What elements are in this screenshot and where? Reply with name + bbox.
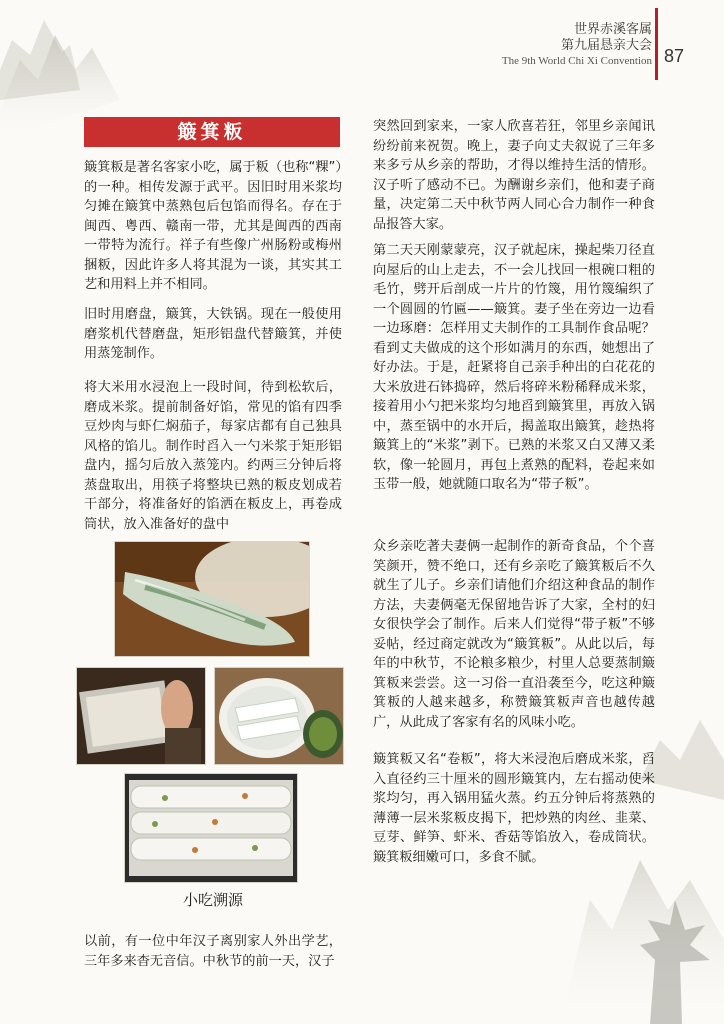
making-rice-sheet-photo (76, 667, 206, 765)
left-paragraph-4: 以前，有一位中年汉子离别家人外出学艺，三年多来杳无音信。中秋节的前一天，汉子 (84, 934, 342, 969)
rice-roll-closeup-photo (114, 541, 310, 657)
left-paragraph-2: 旧时用磨盘，簸箕，大铁锅。现在一般使用磨浆机代替磨盘，矩形铝盘代替簸箕，并使用蒸笼制作。 (84, 307, 342, 361)
tray-of-rice-rolls-photo (124, 773, 298, 883)
plated-rice-rolls-photo (214, 667, 344, 765)
conference-header (502, 22, 652, 68)
photo-caption: 小吃溯源 (182, 891, 243, 909)
mountain-top-left-2 (0, 20, 80, 100)
right-paragraph-4: 簸箕粄又名“卷粄”，将大米浸泡后磨成米浆，舀入直径约三十厘米的圆形簸箕内，左右摇动使米浆均匀，再入锅用猛火蒸。约五分钟后将蒸熟的薄薄一层米浆粄皮揭下，把炒熟的肉丝、韭菜、豆芽、鲜笋、虾米、香菇等馅放入，卷成筒状。簸箕粄细嫩可口，多食不腻。 (373, 752, 655, 865)
header-org-name: 世界赤溪客属 (573, 22, 652, 37)
mountain-bottom-right (560, 860, 724, 1024)
article-title: 簸箕粄 (84, 117, 340, 147)
right-paragraph-3: 众乡亲吃著夫妻俩一起制作的新奇食品，个个喜笑颜开，赞不绝口，还有乡亲吃了簸箕粄后不久就生了儿子。乡亲们请他们介绍这种食品的制作方法，夫妻俩毫无保留地告诉了大家，全村的妇女很快学会了制作。后来人们觉得“带子粄”不够妥帖，经过商定就改为“簸箕粄”。从此以后，每年的中秋节，不论粮多粮少，村里人总要蒸制簸箕粄来尝尝。这一习俗一直沿袭至今，吃这种簸箕粄的人越来越多，称赞簸箕粄声音也越传越广，从此成了客家有名的风味小吃。 (373, 539, 655, 730)
header-english-name: The 9th World Chi Xi Convention (501, 55, 652, 67)
header-event-name: 第九届恳亲大会 (560, 38, 652, 53)
right-paragraph-1: 突然回到家来，一家人欣喜若狂，邻里乡亲闻讯纷纷前来祝贺。晚上，妻子向丈夫叙说了三年多来多亏从乡亲的帮助，才得以维持生活的情形。汉子听了感动不已。为酬谢乡亲们，他和妻子商量，决定第二天中秋节两人同心合力制作一种食品报答大家。 (373, 119, 655, 232)
right-paragraph-2: 第二天天刚蒙蒙亮，汉子就起床，操起柴刀径直向屋后的山上走去，不一会儿找回一根碗口粗的毛竹，劈开后剖成一片片的竹篾，用竹篾编织了一个圆圆的竹匾——簸箕。妻子坐在旁边一边看一边琢磨：怎样用丈夫制作的工具制作食品呢？看到丈夫做成的这个形如满月的东西，她想出了好办法。于是，赶紧将自己亲手种出的白花花的大米放进石钵捣碎，然后将碎米粉稀释成米浆，接着用小勺把米浆均匀地舀到簸箕里，再放入锅中，蒸至锅中的水开后，揭盖取出簸箕，趁热将簸箕上的“米浆”剥下。已熟的米浆又白又薄又柔软，像一轮圆月，再包上煮熟的配料，卷起来如玉带一般，她就随口取名为“带子粄”。 (373, 243, 655, 492)
page-number: 87 (664, 46, 685, 66)
left-paragraph-3: 将大米用水浸泡上一段时间，待到松软后，磨成米浆。提前制备好馅，常见的馅有四季豆炒肉与虾仁焖茄子，每家店都有自己独具风格的馅儿。制作时舀入一勺米浆于矩形铝盘内，摇匀后放入蒸笼内。约两三分钟后将蒸盘取出，用筷子将整块已熟的粄皮划成若干部分，将准备好的馅洒在粄皮上，再卷成筒状，放入准备好的盘中 (84, 380, 342, 532)
left-paragraph-1: 簸箕粄是著名客家小吃，属于粄（也称“粿”）的一种。相传发源于武平。因旧时用米浆均匀摊在簸箕中蒸熟包后包馅而得名。存在于闽西、粤西、赣南一带，尤其是闽西的西南一带特为流行。祥子有些像广州肠粉或梅州捆粄，因此许多人将其混为一谈，其实其工艺和用料上并不相同。 (84, 160, 342, 292)
header-divider-bar (655, 8, 658, 80)
